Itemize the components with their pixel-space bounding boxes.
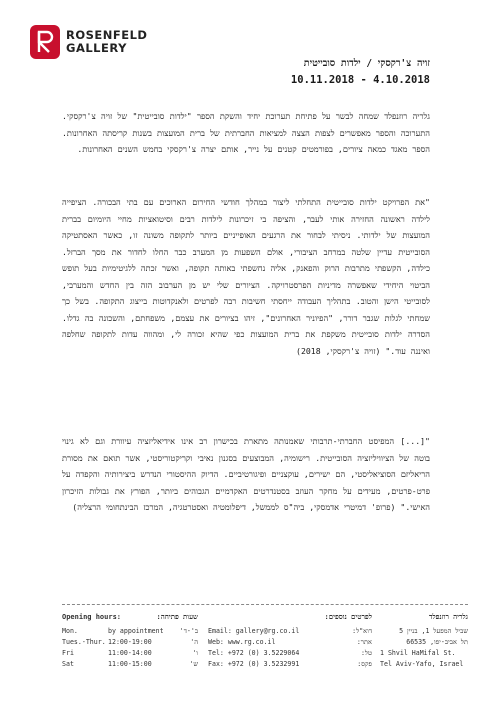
exhibition-header [291, 58, 430, 86]
logo-line-2: GALLERY [66, 41, 127, 55]
footer-contact-labels [324, 612, 372, 670]
fax-number: Fax: +972 (0) 3.5232991 [208, 660, 300, 668]
phone-number: Tel: +972 (0) 3.5229064 [208, 649, 300, 657]
logo-wordmark [66, 29, 147, 55]
footer-hours-hebrew [156, 612, 198, 670]
hours-day: Tues.-Thur. [62, 638, 106, 646]
hours-day-he: ב'-ד' [179, 627, 198, 635]
address-line: Tel Aviv-Yafo, Israel [380, 660, 464, 668]
intro-paragraph [62, 108, 430, 158]
email-link[interactable]: Email: gallery@rg.co.il [208, 627, 300, 635]
paragraph-text: גלריה רוזנפלד שמחה לבשר על פתיחת תערוכת יחיד והשקת הספר "ילדות סובייטית" של זויה צ'רקסקי. התערוכה והספר מאפשרים לצפות הצצה למציאות החברתית של ברית המועצות בשנות קריסתה האחרונות. הספר מאגד כמאה ציורים, בפורמטים קטנים על נייר, אותם יצרה צ'רקסקי בחמש השנים האחרונות. [62, 111, 430, 154]
hours-time: 11:00-15:00 [108, 660, 152, 668]
footer-hours-days [62, 612, 122, 670]
hours-heading-en: Opening hours: [62, 613, 122, 621]
paragraph-text: "את הפרויקט ילדות סובייטית התחלתי ליצור במהלך חודשי החירום הארוכים עם בתי הבכורה. הציפייה לילדה ראשונה החזירה אותי לעבר, והציפה בי זיכרונות לילדות רבים וסיטואציות מחיי היומיום בברית המועצות של ילדותי. ניסיתי לבחור את הרגעים האופייניים ביותר לתקופה משונה זו, כאשר האסתטיקה הסובייטית עדיין שלטה במרחב הציבורי, אולם השפעות מן המערב כבר החלו לחדור את מסך הברזל. כילדה, הקשפתי מתרבות הרוק והפאנק, אליה נחשפתי באותה תקופה, ואשר זכתה ללגיטימיות בעל תופש הביטוי היחידי שאפשרה מדיניות הפרסטרויקה. הציורים שלי יש מן הערבוב הזה בין החדש והמערבי, לסובייטי הישן והטוב. בתהליך העבודה ייחסתי חשיבות רבה לפרטים ולאנקדוטות בייצוג התקופה. בשל כך שמחתי לגלות שגבר דורר, "הפיוניר האחרונים", זיהו בציורים את עצמם, משפחתם, והשכונה בה גדלו. הסדרה ילדות סובייטית משקפת את ברית המועצות כפי שהיא זכורה לי, ומהווה עדות לתקופה שחלפה ואיננה עוד." (זויה צ'רקסקי, 2018) [62, 197, 430, 356]
hours-time: 11:00-14:00 [108, 649, 152, 657]
hours-day-he: ו' [192, 649, 198, 657]
gallery-logo [30, 25, 147, 59]
footer-address [380, 612, 468, 670]
footer-divider [62, 604, 468, 605]
website-link[interactable]: Web: www.rg.co.il [208, 638, 276, 646]
address-line: תל אביב-יפו, 66535 [406, 638, 468, 646]
hours-day: Fri [62, 649, 74, 657]
paragraph-text: "[...] המפיסט החברתי-תרבותי שאמנותה מתארת בכישרון רב אינו אידיאליזציה עיוורת וגם לא גינוי בוטה של הציוויליזציה הסובייטית. רישומיה, המבוצעים בסגנון נאיבי וקריקטוריסטי, אשר תואם את מסורת הריאליזם הסוציאליסטי, הם ישירים, עוקצניים ופיגורטיביים. הדיוק ההיסטורי הנדרש ביצירותיה והקפדה על פרט-פרטים, מעידים על מחקר העוזב בסטנדרטים האקדמיים הגבוהים ביותר, הפורץ את גבולות הזיכרון האישי." (פרופ' דמיטרי אדמסקי, ביה"ס לממשל, דיפלומטיה ואסטרטגיה, המרכז הבינתחומי הרצליה) [62, 436, 430, 512]
contact-label: דוא"ל: [352, 627, 372, 635]
footer-contact-heading: לפרטים נוספים: [324, 613, 372, 621]
address-line: 1 Shvil HaMifal St. [380, 649, 456, 657]
contact-label: אתר: [356, 638, 372, 646]
logo-line-1: ROSENFELD [66, 28, 148, 42]
rg-logo-icon [30, 25, 60, 59]
footer-address-heading: גלריה רוזנפלד [428, 613, 468, 621]
hours-day-he: ש' [189, 660, 198, 668]
contact-label: פקס: [357, 660, 372, 668]
address-line: שביל המפעל 1, בניין 5 [399, 627, 468, 635]
hours-time: 12:00-19:00 [108, 638, 152, 646]
footer-hours-times [108, 612, 162, 670]
hours-day: Sat [62, 660, 74, 668]
hours-day-he: ה' [190, 638, 198, 646]
critic-quote-paragraph [62, 433, 430, 516]
hours-time: by appointment [108, 627, 164, 635]
hours-day: Mon. [62, 627, 78, 635]
artist-quote-paragraph [62, 194, 430, 359]
exhibition-dates: 10.11.2018 - 4.10.2018 [290, 74, 430, 86]
footer-contact-values [208, 612, 328, 670]
exhibition-title: זויה צ'רקסקי / ילדות סובייטית [303, 58, 430, 69]
contact-label: טל: [360, 649, 372, 657]
hours-heading-he: שעות פתיחה: [156, 613, 198, 621]
